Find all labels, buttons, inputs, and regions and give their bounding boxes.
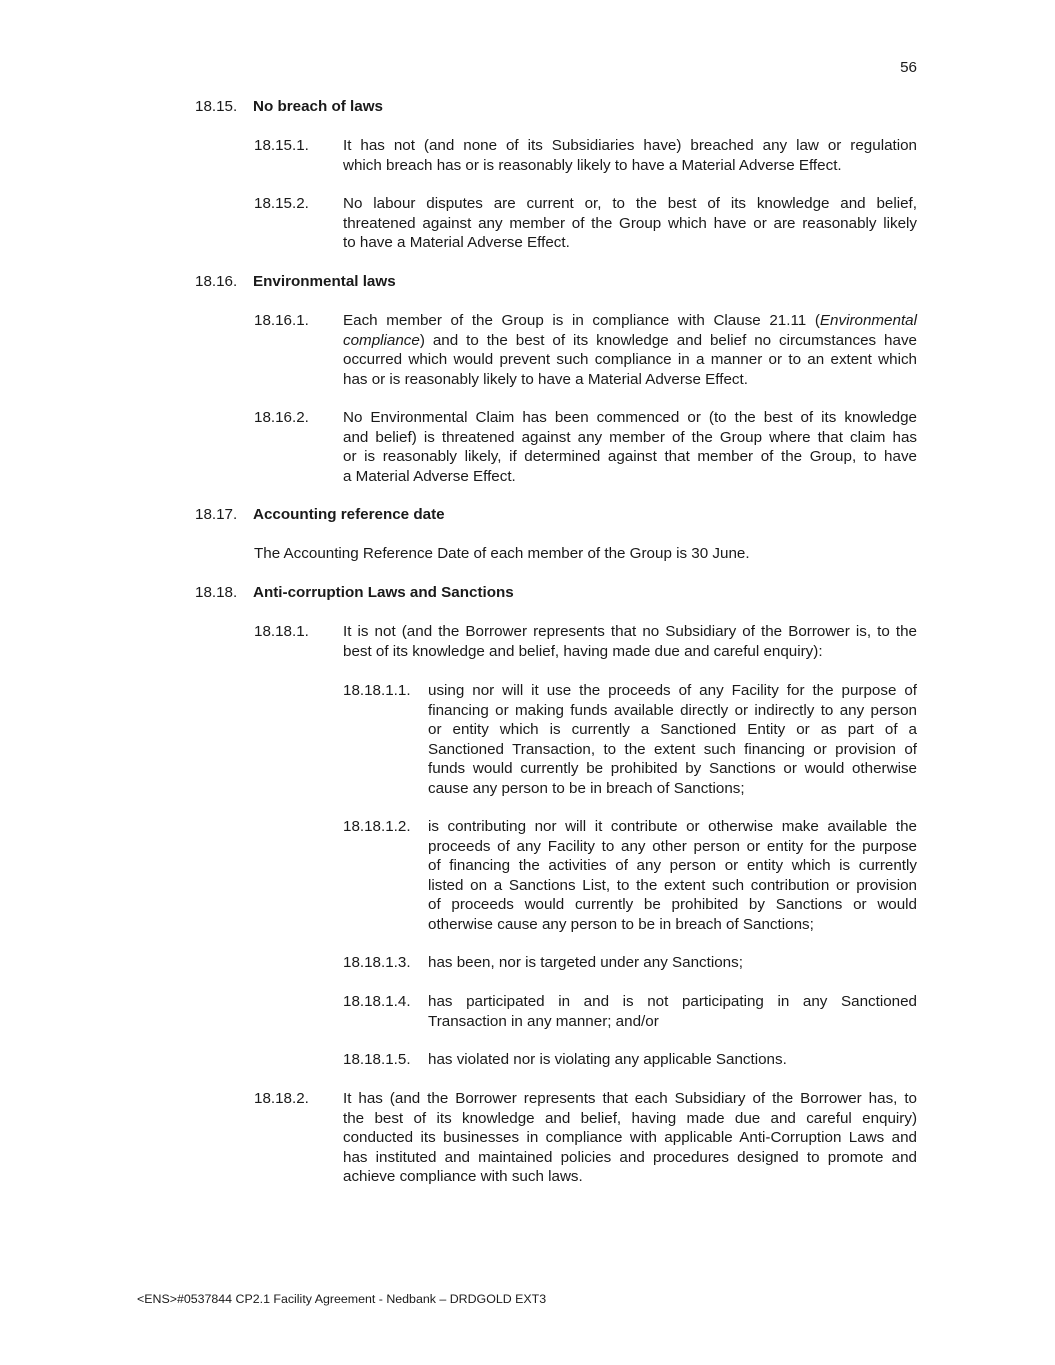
subclause-text: [428, 681, 917, 798]
text-line: or entity which is currently a Sanctioned Entity or as part of a: [428, 721, 917, 738]
text-line: No labour disputes are current or, to the best of its knowledge and belief,: [343, 195, 917, 212]
text-fragment: Each member of the Group is in compliance with Clause 21.11 (: [343, 312, 820, 329]
subclause-number: 18.18.1.4.: [343, 993, 411, 1010]
text-line: [343, 311, 917, 331]
heading-number: 18.15.: [195, 98, 238, 115]
clause-number: 18.15.2.: [254, 195, 309, 212]
clause-text: [343, 408, 917, 486]
heading-18-15: [195, 97, 383, 117]
text-line: achieve compliance with such laws.: [343, 1168, 583, 1185]
clause-18-17-text: The Accounting Reference Date of each member of the Group is 30 June.: [254, 545, 750, 562]
text-line: has or is reasonably likely to have a Material Adverse Effect.: [343, 370, 748, 388]
subclause-text: [428, 992, 917, 1031]
heading-title: Accounting reference date: [253, 506, 445, 523]
heading-18-17: [195, 505, 445, 525]
heading-number: 18.17.: [195, 506, 238, 523]
text-line: of proceeds would currently be prohibited by Sanctions or would: [428, 896, 917, 913]
subclause-text: [428, 953, 917, 973]
heading-title: Anti-corruption Laws and Sanctions: [253, 584, 514, 601]
text-line: otherwise cause any person to be in breach of Sanctions;: [428, 915, 814, 933]
text-line: a Material Adverse Effect.: [343, 467, 516, 485]
text-line: cause any person to be in breach of Sanctions;: [428, 779, 745, 797]
subclause-number: 18.18.1.5.: [343, 1051, 411, 1068]
italic-reference: Environmental: [819, 312, 917, 329]
text-line: to have a Material Adverse Effect.: [343, 234, 570, 251]
text-line: [343, 331, 917, 351]
clause-text: [343, 622, 917, 661]
text-line: conducted its businesses in compliance with applicable Anti-Corruption Laws and: [343, 1129, 917, 1146]
text-line: It has not (and none of its Subsidiaries have) breached any law or regulation: [343, 137, 917, 154]
text-line: and belief) is threatened against any member of the Group where that claim has: [343, 428, 917, 446]
clause-text: [343, 1089, 917, 1187]
text-line: is contributing nor will it contribute or otherwise make available the: [428, 818, 917, 835]
heading-number: 18.16.: [195, 273, 238, 290]
text-line: has been, nor is targeted under any Sanctions;: [428, 954, 743, 971]
document-footer: <ENS>#0537844 CP2.1 Facility Agreement - Nedbank – DRDGOLD EXT3: [137, 1292, 547, 1306]
text-line: Sanctioned Transaction, to the extent such financing or provision of: [428, 740, 917, 758]
text-line: listed on a Sanctions List, to the extent such contribution or provision: [428, 876, 917, 894]
text-line: Transaction in any manner; and/or: [428, 1012, 659, 1030]
clause-number: 18.16.1.: [254, 312, 309, 329]
text-line: or is reasonably likely, if determined against that member of the Group, to have: [343, 448, 917, 465]
text-line: proceeds of any Facility to any other person or entity for the purpose: [428, 837, 917, 855]
text-line: occurred which would prevent such compliance in a manner or to an extent which: [343, 351, 917, 368]
text-line: threatened against any member of the Group which have or are reasonably likely: [343, 214, 917, 232]
text-line: of financing the activities of any person or entity which is currently: [428, 857, 917, 874]
heading-number: 18.18.: [195, 584, 238, 601]
subclause-text: [428, 817, 917, 934]
text-line: It has (and the Borrower represents that each Subsidiary of the Borrower has, to: [343, 1090, 917, 1107]
text-line: financing or making funds available directly or indirectly to any person: [428, 701, 917, 719]
clause-text: [343, 136, 917, 175]
subclause-number: 18.18.1.2.: [343, 818, 411, 835]
text-line: has participated in and is not participating in any Sanctioned: [428, 993, 917, 1010]
text-line: has violated nor is violating any applicable Sanctions.: [428, 1051, 787, 1068]
clause-number: 18.16.2.: [254, 409, 309, 426]
page-number: 56: [900, 59, 917, 76]
clause-text: [343, 194, 917, 253]
italic-reference: compliance: [343, 331, 420, 349]
heading-18-16: [195, 272, 396, 292]
clause-text: [343, 311, 917, 389]
clause-number: 18.18.2.: [254, 1090, 309, 1107]
heading-title: Environmental laws: [253, 273, 396, 290]
text-line: has instituted and maintained policies and procedures designed to promote and: [343, 1148, 917, 1166]
text-line: using nor will it use the proceeds of any Facility for the purpose of: [428, 682, 917, 699]
text-line: funds would currently be prohibited by Sanctions or would otherwise: [428, 760, 917, 777]
clause-number: 18.15.1.: [254, 137, 309, 154]
text-line: No Environmental Claim has been commenced or (to the best of its knowledge: [343, 409, 917, 426]
clause-number: 18.18.1.: [254, 623, 309, 640]
subclause-number: 18.18.1.1.: [343, 682, 411, 699]
heading-title: No breach of laws: [253, 98, 383, 115]
text-line: the best of its knowledge and belief, having made due and careful enquiry): [343, 1109, 917, 1127]
text-line: which breach has or is reasonably likely to have a Material Adverse Effect.: [343, 156, 842, 174]
text-line: best of its knowledge and belief, having made due and careful enquiry):: [343, 642, 823, 660]
subclause-number: 18.18.1.3.: [343, 954, 411, 971]
subclause-text: [428, 1050, 917, 1070]
heading-18-18: [195, 583, 514, 603]
text-fragment: ) and to the best of its knowledge and belief no circumstances have: [419, 331, 917, 349]
text-line: It is not (and the Borrower represents that no Subsidiary of the Borrower is, to the: [343, 623, 917, 640]
